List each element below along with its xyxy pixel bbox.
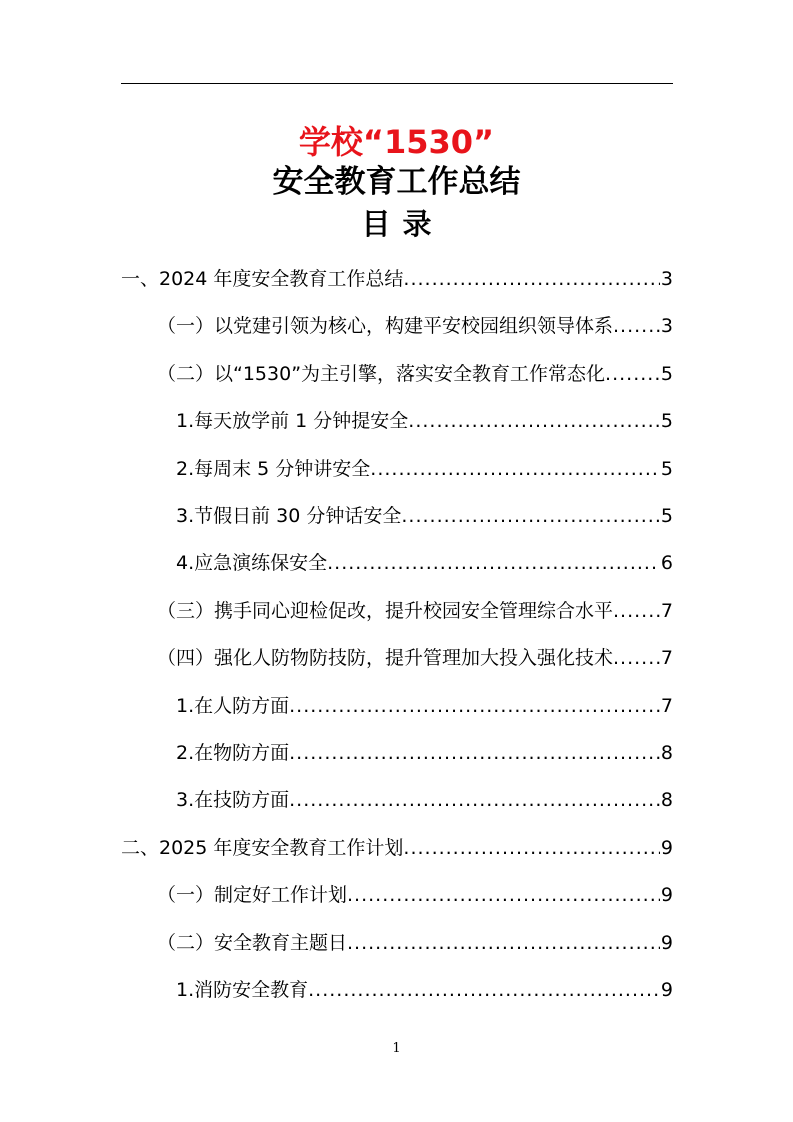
- toc-entry[interactable]: [157, 641, 673, 675]
- toc-dot-leader: [408, 404, 660, 438]
- toc-entry[interactable]: [176, 973, 673, 1007]
- toc-entry-title: （二）安全教育主题日: [157, 932, 348, 954]
- toc-entry[interactable]: [176, 546, 673, 580]
- toc-entry-page-number: 9: [660, 884, 673, 906]
- toc-dot-leader: [308, 973, 660, 1007]
- toc-dot-leader: [613, 594, 660, 628]
- toc-entry-title: 3.节假日前 30 分钟话安全: [176, 505, 402, 527]
- toc-entry-title: 二、2025 年度安全教育工作计划: [121, 837, 404, 859]
- toc-dot-leader: [403, 831, 660, 865]
- toc-entry-title: （二）以“1530”为主引擎，落实安全教育工作常态化: [157, 363, 606, 385]
- toc-entry-page-number: 5: [660, 505, 673, 527]
- document-title-line-1: 学校“1530”: [298, 123, 495, 161]
- toc-entry-page-number: 3: [660, 268, 673, 290]
- toc-entry-page-number: 7: [660, 695, 673, 717]
- toc-dot-leader: [403, 262, 660, 296]
- toc-entry[interactable]: [121, 831, 673, 865]
- toc-entry[interactable]: [176, 404, 673, 438]
- toc-dot-leader: [289, 736, 660, 770]
- toc-entry-title: 1.在人防方面: [176, 695, 290, 717]
- toc-entry-title: 4.应急演练保安全: [176, 552, 328, 574]
- toc-entry-page-number: 7: [660, 647, 673, 669]
- toc-entry-title: （三）携手同心迎检促改，提升校园安全管理综合水平: [157, 600, 614, 622]
- toc-dot-leader: [289, 783, 660, 817]
- toc-entry[interactable]: [176, 736, 673, 770]
- toc-entry-title: （四）强化人防物防技防，提升管理加大投入强化技术: [157, 647, 614, 669]
- toc-entry[interactable]: [176, 452, 673, 486]
- toc-entry-page-number: 8: [660, 789, 673, 811]
- toc-entry-title: 2.在物防方面: [176, 742, 290, 764]
- toc-entry-page-number: 3: [660, 315, 673, 337]
- toc-heading: 目录: [361, 207, 444, 241]
- header-rule: [121, 83, 673, 84]
- toc-entry-page-number: 6: [660, 552, 673, 574]
- toc-entry-page-number: 7: [660, 600, 673, 622]
- toc-dot-leader: [327, 546, 660, 580]
- toc-entry[interactable]: [176, 499, 673, 533]
- toc-entry-page-number: 5: [660, 410, 673, 432]
- toc-dot-leader: [347, 878, 660, 912]
- toc-entry-page-number: 5: [660, 458, 673, 480]
- toc-entry-title: 1.消防安全教育: [176, 979, 309, 1001]
- toc-dot-leader: [613, 641, 660, 675]
- toc-dot-leader: [347, 926, 660, 960]
- toc-entry-page-number: 9: [660, 932, 673, 954]
- toc-dot-leader: [289, 689, 660, 723]
- toc-entry[interactable]: [157, 309, 673, 343]
- toc-entry-title: 1.每天放学前 1 分钟提安全: [176, 410, 409, 432]
- toc-entry-page-number: 9: [660, 979, 673, 1001]
- toc-entry[interactable]: [157, 357, 673, 391]
- toc-entry[interactable]: [157, 594, 673, 628]
- toc-entry-page-number: 5: [660, 363, 673, 385]
- toc-dot-leader: [401, 499, 660, 533]
- toc-entry[interactable]: [176, 783, 673, 817]
- toc-entry-title: （一）制定好工作计划: [157, 884, 348, 906]
- toc-entry[interactable]: [157, 926, 673, 960]
- document-title-line-2: 安全教育工作总结: [272, 164, 521, 200]
- page-number: 1: [392, 1041, 401, 1056]
- toc-entry-title: 一、2024 年度安全教育工作总结: [121, 268, 404, 290]
- toc-dot-leader: [613, 309, 660, 343]
- toc-dot-leader: [370, 452, 660, 486]
- toc-entry[interactable]: [176, 689, 673, 723]
- toc-entry-title: 3.在技防方面: [176, 789, 290, 811]
- toc-dot-leader: [605, 357, 660, 391]
- toc-entry-page-number: 8: [660, 742, 673, 764]
- toc-entry-page-number: 9: [660, 837, 673, 859]
- toc-entry-title: 2.每周末 5 分钟讲安全: [176, 458, 371, 480]
- toc-entry-title: （一）以党建引领为核心，构建平安校园组织领导体系: [157, 315, 614, 337]
- toc-entry[interactable]: [157, 878, 673, 912]
- toc-entry[interactable]: [121, 262, 673, 296]
